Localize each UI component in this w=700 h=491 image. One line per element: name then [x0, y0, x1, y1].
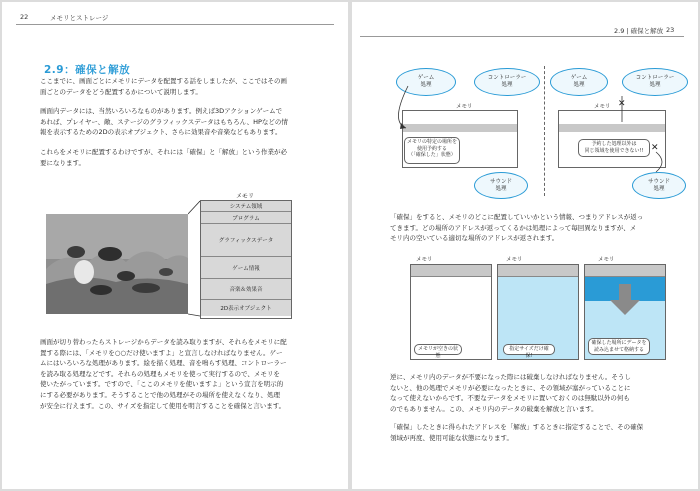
text-line: 画面内データには、当然いろいろなものがあります。例えば3Dアクションゲームで — [40, 107, 283, 115]
text-line: 画面が切り替わったらストレージからデータを読み取りますが、それらをメモリに配 — [40, 338, 287, 346]
paragraph-bottom-right — [390, 372, 690, 414]
memory-title: メモリ — [235, 193, 254, 200]
alloc-callout-2: 指定サイズだけ確保! — [503, 344, 555, 355]
text-line: 置する際には、「メモリを○○だけ使いますよ」と宣言しなければなりません。ゲー — [40, 348, 283, 357]
text-line: が安全に行えます。この、サイズを指定して使用を明言することを確保と言います。 — [40, 401, 286, 410]
text-line: 使いたがっています。ですので、「ここのメモリを使いますよ」という宣言を明示的 — [40, 380, 284, 389]
diagram-right-arrows — [548, 62, 698, 202]
text-line: 要になります。 — [40, 158, 85, 167]
text-line: 逆に、メモリ内のデータが不要になった際には破棄しなければなりません。そうし — [390, 373, 631, 381]
sound-process-oval: サウンド 処理 — [474, 172, 528, 199]
memory-label: メモリ — [456, 104, 473, 110]
text-line: これらをメモリに配置するわけですが、それには「確保」と「解放」という作業が必 — [40, 148, 287, 156]
diagram-left-arrows — [388, 62, 528, 202]
text-line: あれば、プレイヤー、敵、ステージのグラフィックスデータはもちろん、HPなどの情 — [40, 117, 288, 126]
memory-row-2d: 2D表示オブジェクト — [201, 300, 291, 316]
memory-label-right: メモリ — [594, 104, 611, 110]
sound-process-oval-right: サウンド 処理 — [632, 172, 686, 199]
game-screenshot — [46, 214, 188, 314]
memory-row-audio: 音楽＆効果音 — [201, 279, 291, 300]
alloc-callout-3: 確保した場所にデータを 読み込ませて格納する — [588, 338, 650, 355]
connector-lines — [188, 198, 200, 318]
text-line: 報を表示するための2Dの表示オブジェクト、さらに効果音や音楽などもあります。 — [40, 128, 282, 137]
text-line: ここまでに、画面ごとにメモリにデータを配置する話をしましたが、ここではその画 — [40, 77, 287, 85]
right-page — [352, 2, 698, 489]
text-line: てきます。どの場所のアドレスが返ってくるかは処理によって毎回異なりますが、メ — [390, 223, 637, 232]
x-icon: ✕ — [618, 99, 626, 109]
text-line: 面ごとのデータをどう配置するかについて説明します。 — [40, 87, 202, 96]
memory-row-program: プログラム — [201, 212, 291, 224]
chapter-title: メモリとストレージ — [50, 14, 109, 22]
paragraph-mid — [390, 212, 690, 244]
text-line: モリ内の空いている適切な場所のアドレスが返されます。 — [390, 234, 559, 243]
section-title: 2.9：確保と解放 — [44, 64, 131, 76]
text-line: 「確保」をすると、メモリのどこに配置していいかという情報、つまりアドレスが返っ — [390, 213, 644, 221]
alloc-label-3: メモリ — [598, 257, 615, 263]
page-number-right: 23 — [666, 26, 675, 34]
memory-row-graphics: グラフィックスデータ — [201, 224, 291, 257]
memory-row-game-info: ゲーム情報 — [201, 257, 291, 279]
text-line: のでもありません。この、メモリ内のデータの破棄を解放と言います。 — [390, 404, 598, 413]
page-number-left: 22 — [20, 13, 29, 21]
intro-paragraph — [40, 76, 340, 97]
text-line: なって使えないからです。不要なデータをメモリに置いておくのは無駄以外の何も — [390, 394, 630, 403]
paragraph-3 — [40, 147, 340, 168]
text-line: 領域が再度、使用可能な状態になります。 — [390, 433, 513, 442]
paragraph-last — [390, 422, 690, 443]
blocked-callout: 予約した処理以外は 同じ領域を使用できない!! — [578, 139, 650, 157]
text-line: 「確保」したときに得られたアドレスを「解放」するときに指定することで、その確保 — [390, 423, 644, 431]
diagram-divider — [544, 66, 545, 196]
header-title-right: 2.9 | 確保と解放 — [614, 27, 664, 35]
reserve-callout: メモリの特定の場所を 使用予約する （「確保した」状態） — [404, 137, 460, 164]
memory-row-system: システム領域 — [201, 201, 291, 212]
text-line: を読み取る処理などです。それらの処理もメモリを使って実行するので、メモリを — [40, 369, 280, 378]
paragraph-2 — [40, 106, 340, 138]
alloc-label-2: メモリ — [506, 257, 523, 263]
memory-stack — [200, 200, 292, 319]
header-rule-right — [360, 36, 684, 37]
alloc-callout-1: メモリが空きの状態 — [414, 344, 462, 355]
controller-process-oval: コントローラー 処理 — [474, 68, 540, 96]
x-icon: ✕ — [651, 143, 659, 153]
alloc-label-1: メモリ — [416, 257, 433, 263]
system-band — [498, 265, 578, 277]
text-line: ムにはいろいろな処理があります。絵を描く処理、音を鳴らす処理、コントローラー — [40, 359, 287, 368]
system-band — [585, 265, 665, 277]
text-line: ないと、他の処理でメモリが必要になったときに、その領域が塞がっていることに — [390, 383, 631, 392]
text-line: にする必要があります。そうすることで他の処理がその場所を使えなくなり、処理 — [40, 390, 280, 399]
system-band — [411, 265, 491, 277]
game-process-oval-right: ゲーム 処理 — [550, 68, 608, 96]
game-process-oval: ゲーム 処理 — [396, 68, 456, 96]
left-page — [2, 2, 348, 489]
controller-process-oval-right: コントローラー 処理 — [622, 68, 688, 96]
header-rule-left — [16, 24, 334, 25]
down-arrow-icon — [610, 284, 640, 316]
paragraph-bottom-left — [40, 337, 340, 411]
